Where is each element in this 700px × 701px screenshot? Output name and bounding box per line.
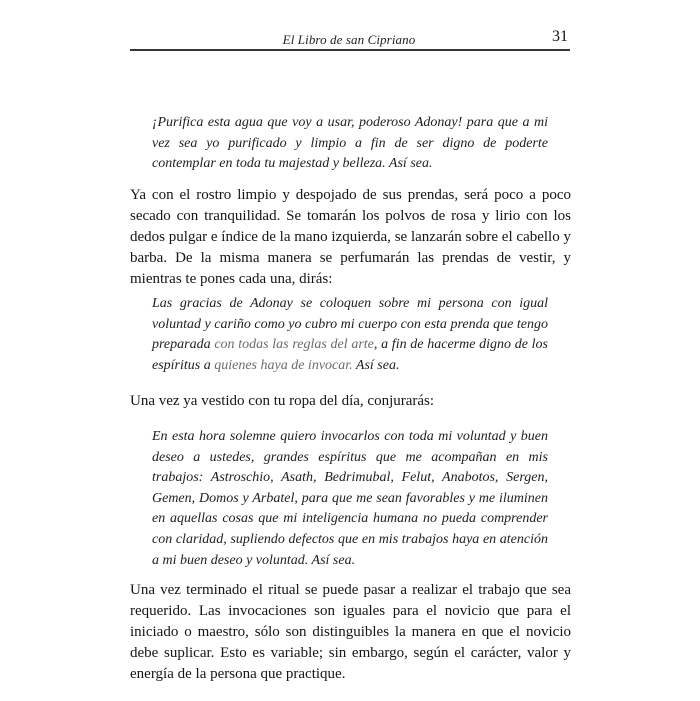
quote-2-faded-text: con todas las reglas del arte [214,337,374,353]
running-header [130,28,568,50]
body-paragraph-drying-and-perfume: Ya con el rostro limpio y despojado de sus prendas, será poco a poco secado con tranquilidad. Se tomarán los polvos de rosa y lirio con los dedos pulgar e índice de la mano izquierda, se lanzarán sobre el cabello y barba. De la misma manera se perfumarán las prendas de vestir, y mientras te pones cada una, dirás: [130,187,571,287]
header-rule [130,49,570,51]
quote-2-end: Así sea. [352,357,400,373]
body-paragraph-conjure: Una vez ya vestido con tu ropa del día, conjurarás: [130,393,435,409]
quote-2-lead: Las gracias de Adonay se coloquen sobre mi persona con igual voluntad y cariño como yo cubro mi cuerpo con esta prenda que tengo preparada [152,296,548,353]
invocation-quote-dressing [152,294,548,376]
running-title: El Libro de san Cipriano [282,32,416,47]
page-number: 31 [552,28,568,45]
quote-2-faded-text-2: quienes haya de invocar. [214,357,353,373]
body-paragraph-ritual-end: Una vez terminado el ritual se puede pasar a realizar el trabajo que sea requerido. Las invocaciones son iguales para el novicio que para el iniciado o maestro, sólo son distinguibles la manera en que el novicio debe suplicar. Esto es variable; sin embargo, según el carácter, valor y energía de la persona que practique. [130,582,571,682]
invocation-quote-spirits: En esta hora solemne quiero invocarlos con toda mi voluntad y buen deseo a ustedes, grandes espíritus que me acompañan en mis trabajos: Astroschio, Asath, Bedrimubal, Felut, Anabotos, Sergen, Gemen, Domos y Arbatel, para que me sean favorables y me iluminen en aquellas cosas que mi inteligencia humana no pueda comprender con claridad, supliendo defectos que en mis trabajos haya en atención a mi buen deseo y voluntad. Así sea. [152,429,548,568]
quote-2-middle: , a fin de hacerme digno de los espíritus a [152,337,548,373]
invocation-quote-purify-water: ¡Purifica esta agua que voy a usar, poderoso Adonay! para que a mi vez sea yo purificado y limpio a fin de ser digno de poderte contemplar en toda tu majestad y belleza. Así sea. [152,115,548,172]
